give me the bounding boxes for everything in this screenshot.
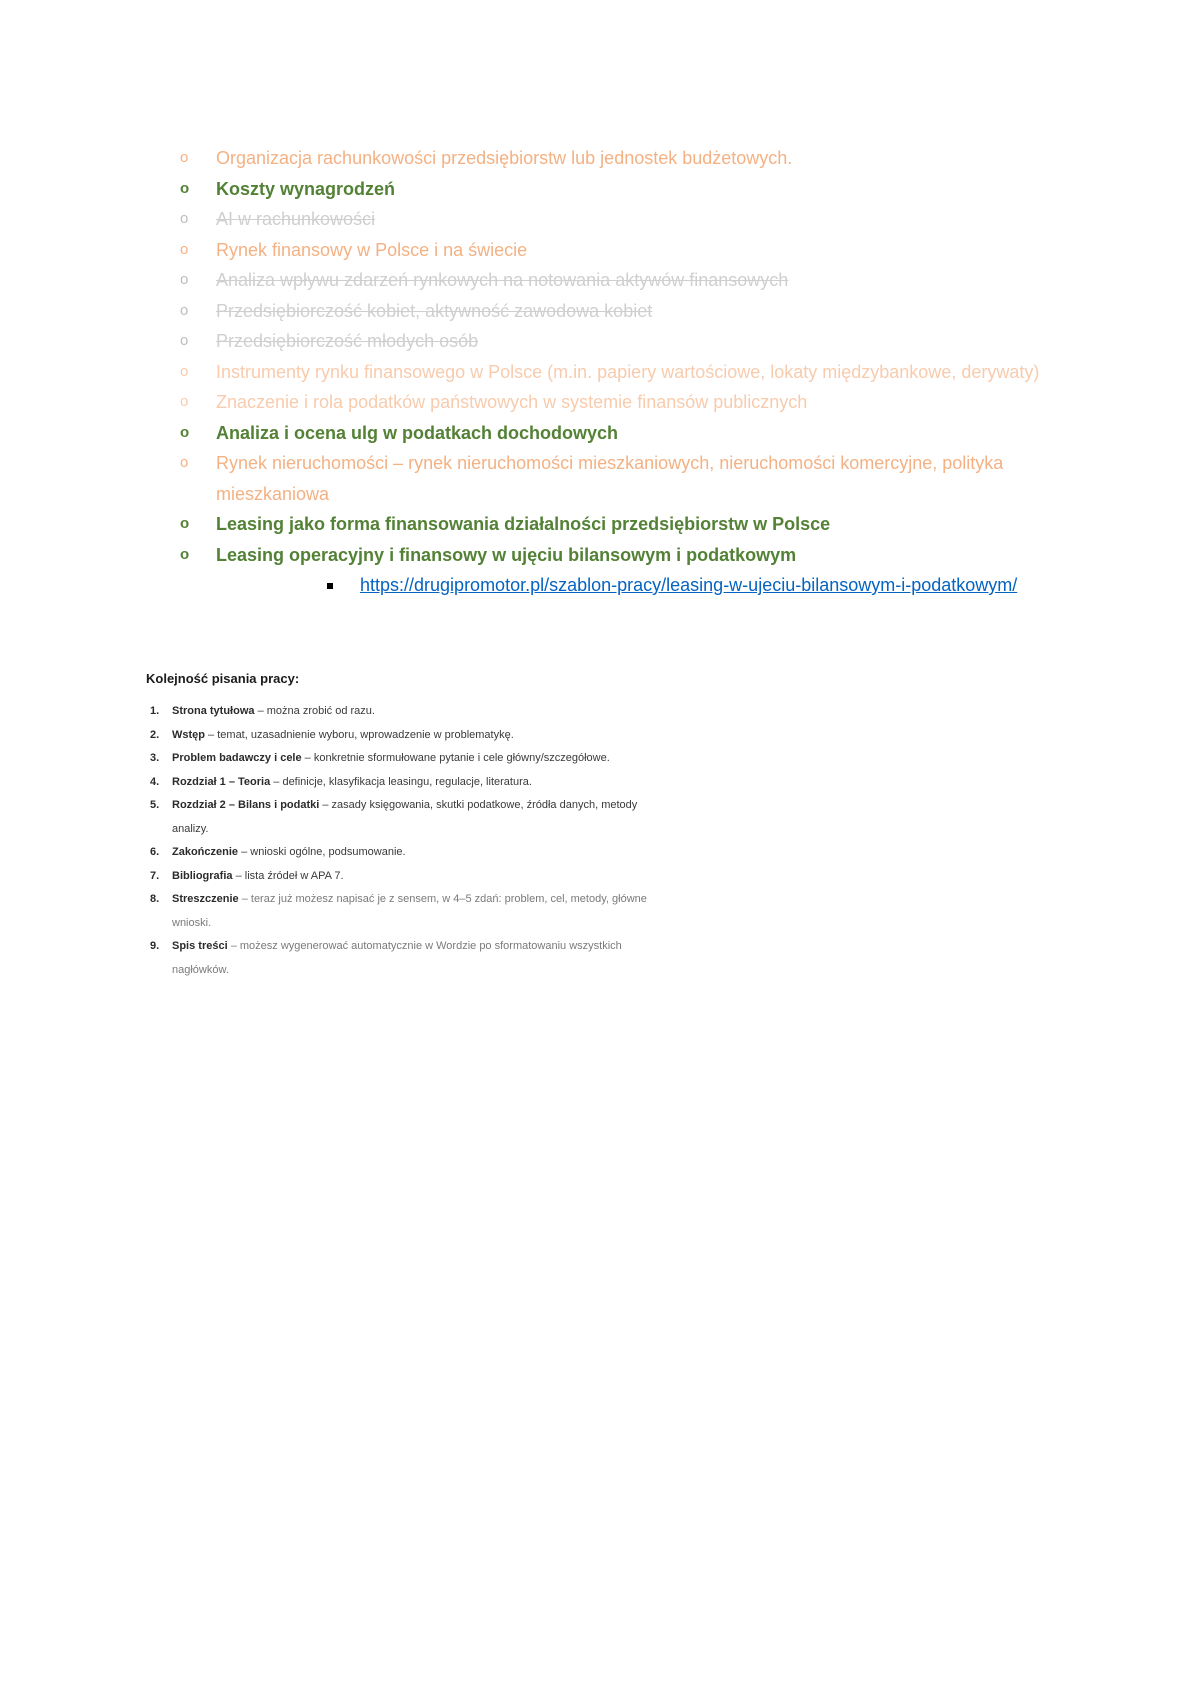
step-title: Wstęp	[172, 728, 205, 741]
topic-text: Organizacja rachunkowości przedsiębiorstw lub jednostek budżetowych.	[216, 148, 793, 168]
step-item	[150, 888, 670, 935]
bullet-circle-icon: o	[180, 515, 190, 532]
bullet-circle-icon: o	[180, 149, 189, 166]
topic-item	[180, 387, 1060, 418]
bullet-circle-icon: o	[180, 271, 189, 288]
topic-item	[180, 204, 1060, 235]
topic-item	[180, 509, 1060, 540]
topic-text: AI w rachunkowości	[216, 209, 376, 229]
sub-bullet-link-item	[180, 571, 1060, 600]
topic-text: Rynek nieruchomości – rynek nieruchomości mieszkaniowych, nieruchomości komercyjne, polityka mieszkaniowa	[216, 453, 1004, 504]
bullet-circle-icon: o	[180, 301, 189, 319]
topic-item	[180, 174, 1060, 205]
step-description: – można zrobić od razu.	[254, 705, 375, 717]
bullet-circle-icon: o	[180, 210, 189, 227]
bullet-circle-icon: o	[180, 362, 189, 380]
step-title: Zakończenie	[172, 846, 239, 858]
topic-text: Leasing operacyjny i finansowy w ujęciu bilansowym i podatkowym	[216, 544, 797, 565]
topic-item	[180, 326, 1060, 357]
step-title: Strona tytułowa	[172, 705, 255, 717]
bullet-circle-icon: o	[180, 179, 190, 197]
step-number: 7.	[150, 869, 160, 882]
topic-text: Znaczenie i rola podatków państwowych w systemie finansów publicznych	[216, 392, 808, 412]
step-description: – lista źródeł w APA 7.	[232, 869, 344, 882]
step-number: 2.	[150, 728, 160, 741]
step-description: – teraz już możesz napisać je z sensem, w 4–5 zdań: problem, cel, metody, główne wnioski.	[172, 893, 647, 929]
topic-item	[180, 143, 1060, 174]
step-item	[150, 794, 670, 841]
topic-item	[180, 448, 1060, 509]
step-title: Bibliografia	[172, 869, 233, 882]
step-description: – definicje, klasyfikacja leasingu, regulacje, literatura.	[270, 775, 532, 788]
square-bullet-icon	[327, 583, 333, 589]
bullet-circle-icon: o	[180, 332, 189, 349]
bullet-circle-icon: o	[180, 545, 190, 563]
bullet-circle-icon: o	[180, 423, 190, 441]
step-description: – wnioski ogólne, podsumowanie.	[238, 846, 406, 858]
topic-text: Analiza wpływu zdarzeń rynkowych na notowania aktywów finansowych	[216, 270, 789, 290]
topic-list	[180, 143, 1060, 600]
step-title: Rozdział 2 – Bilans i podatki	[172, 799, 320, 811]
step-description: – możesz wygenerować automatycznie w Wordzie po sformatowaniu wszystkich nagłówków.	[172, 940, 622, 976]
topic-item	[180, 540, 1060, 571]
writing-steps-list	[150, 700, 670, 982]
step-item	[150, 724, 670, 748]
step-item	[150, 747, 670, 771]
topic-text: Przedsiębiorczość kobiet, aktywność zawodowa kobiet	[216, 300, 653, 321]
step-number: 1.	[150, 705, 160, 717]
step-number: 4.	[150, 775, 160, 788]
topic-text: Instrumenty rynku finansowego w Polsce (m.in. papiery wartościowe, lokaty międzybankowe, derywaty)	[216, 361, 1040, 382]
step-number: 9.	[150, 940, 160, 952]
step-title: Problem badawczy i cele	[172, 752, 302, 764]
topic-item	[180, 296, 1060, 327]
step-number: 8.	[150, 893, 160, 905]
step-item	[150, 935, 670, 982]
step-number: 5.	[150, 799, 160, 811]
step-description: – zasady księgowania, skutki podatkowe, źródła danych, metody analizy.	[172, 799, 638, 835]
step-description: – temat, uzasadnienie wyboru, wprowadzenie w problematykę.	[205, 728, 514, 741]
bullet-circle-icon: o	[180, 393, 189, 410]
topic-text: Analiza i ocena ulg w podatkach dochodowych	[216, 422, 619, 443]
step-number: 3.	[150, 752, 160, 764]
bullet-circle-icon: o	[180, 454, 189, 471]
topic-item	[180, 418, 1060, 449]
topic-text: Przedsiębiorczość młodych osób	[216, 331, 479, 351]
bullet-circle-icon: o	[180, 240, 189, 258]
step-item	[150, 771, 670, 795]
step-title: Streszczenie	[172, 893, 239, 905]
order-heading: Kolejność pisania pracy:	[146, 671, 300, 686]
topic-item	[180, 265, 1060, 296]
topic-text: Koszty wynagrodzeń	[216, 178, 396, 199]
step-number: 6.	[150, 846, 160, 858]
step-item	[150, 841, 670, 865]
step-title: Spis treści	[172, 940, 228, 952]
step-item	[150, 700, 670, 724]
topic-text: Rynek finansowy w Polsce i na świecie	[216, 239, 528, 260]
topic-item	[180, 357, 1060, 388]
step-title: Rozdział 1 – Teoria	[172, 775, 271, 788]
template-link[interactable]: https://drugipromotor.pl/szablon-pracy/leasing-w-ujeciu-bilansowym-i-podatkowym/	[360, 575, 1018, 595]
step-item	[150, 865, 670, 889]
step-description: – konkretnie sformułowane pytanie i cele główny/szczegółowe.	[301, 752, 610, 764]
topic-item	[180, 235, 1060, 266]
topic-text: Leasing jako forma finansowania działalności przedsiębiorstw w Polsce	[216, 514, 831, 534]
